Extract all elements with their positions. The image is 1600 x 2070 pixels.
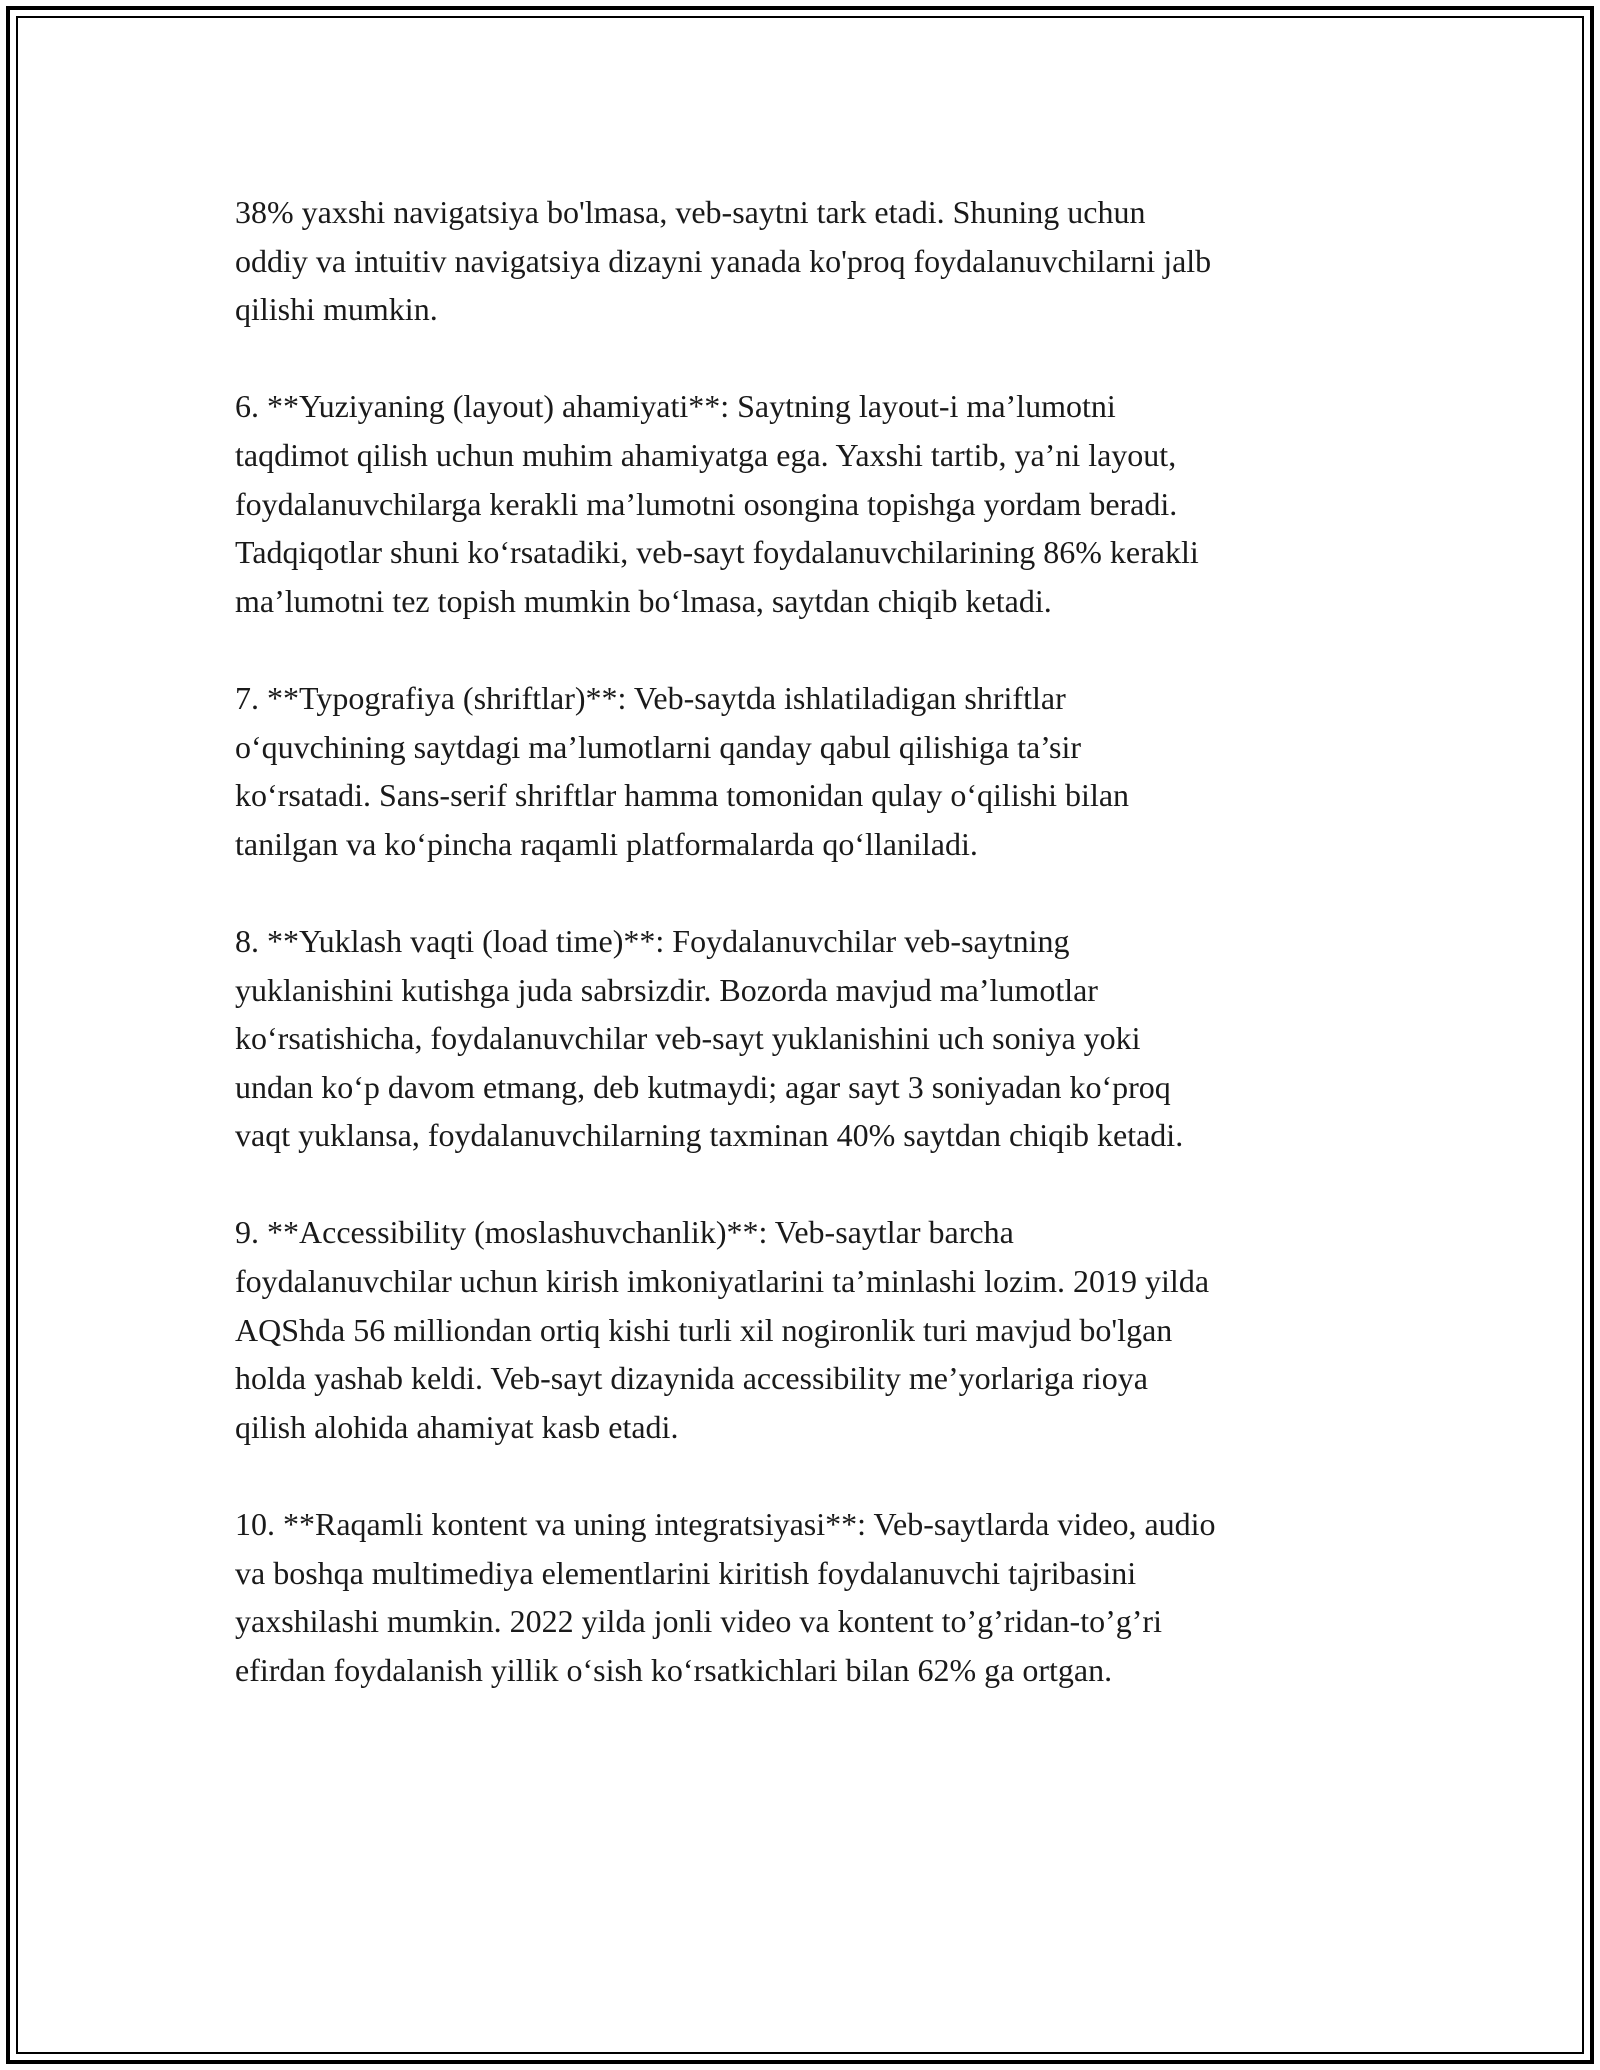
text-line: foydalanuvchilar uchun kirish imkoniyatlarini ta’minlashi lozim. 2019 yilda: [235, 1263, 1210, 1300]
text-line: o‘quvchining saytdagi ma’lumotlarni qanday qabul qilishiga ta’sir: [235, 728, 1082, 765]
paragraph-typography: [235, 674, 1385, 868]
text-line: va boshqa multimediya elementlarini kiritish foydalanuvchi tajribasini: [235, 1554, 1137, 1591]
text-line: holda yashab keldi. Veb-sayt dizaynida accessibility me’yorlariga rioya: [235, 1360, 1148, 1397]
text-line: ma’lumotni tez topish mumkin bo‘lmasa, saytdan chiqib ketadi.: [235, 582, 1052, 619]
text-line: 10. **Raqamli kontent va uning integratsiyasi**: Veb-saytlarda video, audio: [235, 1506, 1216, 1543]
text-line: 7. **Typografiya (shriftlar)**: Veb-saytda ishlatiladigan shriftlar: [235, 679, 1066, 716]
text-line: 8. **Yuklash vaqti (load time)**: Foydalanuvchilar veb-saytning: [235, 922, 1070, 959]
text-line: vaqt yuklansa, foydalanuvchilarning taxminan 40% saytdan chiqib ketadi.: [235, 1117, 1184, 1154]
text-line: qilishi mumkin.: [235, 291, 438, 328]
text-line: taqdimot qilish uchun muhim ahamiyatga ega. Yaxshi tartib, ya’ni layout,: [235, 436, 1177, 473]
document-body: [235, 188, 1385, 1743]
text-line: yuklanishini kutishga juda sabrsizdir. Bozorda mavjud ma’lumotlar: [235, 971, 1098, 1008]
text-line: efirdan foydalanish yillik o‘sish ko‘rsatkichlari bilan 62% ga ortgan.: [235, 1651, 1113, 1688]
paragraph-accessibility: [235, 1208, 1385, 1451]
text-line: qilish alohida ahamiyat kasb etadi.: [235, 1408, 679, 1445]
text-line: 9. **Accessibility (moslashuvchanlik)**: Veb-saytlar barcha: [235, 1214, 1014, 1251]
text-line: oddiy va intuitiv navigatsiya dizayni yanada ko'proq foydalanuvchilarni jalb: [235, 242, 1212, 279]
text-line: ko‘rsatadi. Sans-serif shriftlar hamma tomonidan qulay o‘qilishi bilan: [235, 777, 1130, 814]
text-line: 38% yaxshi navigatsiya bo'lmasa, veb-saytni tark etadi. Shuning uchun: [235, 194, 1146, 230]
text-line: ko‘rsatishicha, foydalanuvchilar veb-sayt yuklanishini uch soniya yoki: [235, 1020, 1141, 1057]
paragraph-load-time: [235, 917, 1385, 1160]
paragraph-navigation-continued: [235, 188, 1385, 334]
text-line: Tadqiqotlar shuni ko‘rsatadiki, veb-sayt foydalanuvchilarining 86% kerakli: [235, 534, 1199, 571]
text-line: AQShda 56 milliondan ortiq kishi turli xil nogironlik turi mavjud bo'lgan: [235, 1311, 1173, 1348]
paragraph-layout: [235, 382, 1385, 625]
paragraph-digital-content: [235, 1500, 1385, 1694]
text-line: 6. **Yuziyaning (layout) ahamiyati**: Saytning layout-i ma’lumotni: [235, 388, 1116, 425]
text-line: foydalanuvchilarga kerakli ma’lumotni osongina topishga yordam beradi.: [235, 485, 1178, 522]
text-line: tanilgan va ko‘pincha raqamli platformalarda qo‘llaniladi.: [235, 825, 978, 862]
text-line: yaxshilashi mumkin. 2022 yilda jonli video va kontent to’g’ridan-to’g’ri: [235, 1603, 1162, 1640]
text-line: undan ko‘p davom etmang, deb kutmaydi; agar sayt 3 soniyadan ko‘proq: [235, 1068, 1171, 1105]
